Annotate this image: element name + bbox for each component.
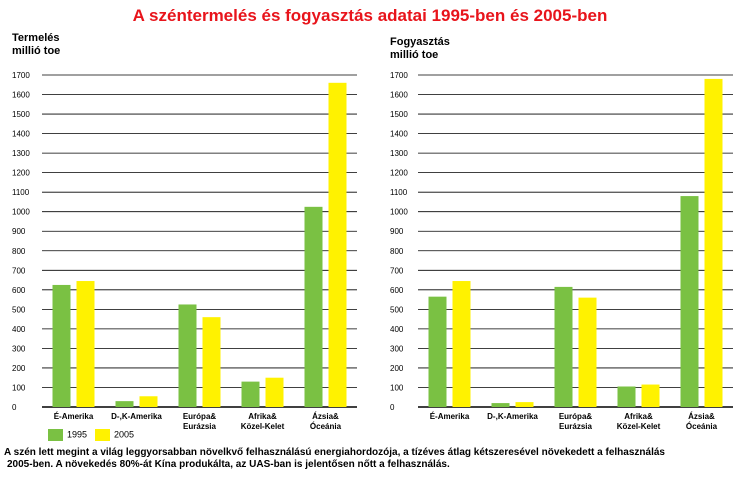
production-ytick-label: 1400 (12, 129, 30, 139)
consumption-ytick-label: 300 (390, 344, 404, 354)
consumption-bar-2005 (642, 385, 660, 407)
caption-note (4, 447, 736, 471)
consumption-bar-2005 (705, 79, 723, 407)
consumption-ytick-label: 100 (390, 383, 404, 393)
production-category-label: Eurázsia (183, 422, 216, 431)
production-ytick-label: 800 (12, 246, 26, 256)
consumption-bar-1995 (492, 403, 510, 407)
production-ytick-label: 1100 (12, 188, 30, 198)
production-ytick-label: 0 (12, 403, 17, 412)
consumption-ytick-label: 500 (390, 305, 404, 315)
consumption-ytick-label: 1000 (390, 207, 408, 217)
consumption-bar-2005 (579, 298, 597, 407)
production-ytick-label: 700 (12, 266, 26, 276)
legend-label-2005: 2005 (114, 429, 135, 440)
consumption-category-label: Eurázsia (559, 422, 592, 431)
consumption-bar-1995 (429, 297, 447, 407)
consumption-ytick-label: 700 (390, 266, 404, 276)
production-ytick-label: 1700 (12, 71, 30, 80)
consumption-category-label: D-,K-Amerika (487, 412, 538, 421)
consumption-ytick-label: 0 (390, 403, 395, 412)
consumption-ytick-label: 800 (390, 246, 404, 256)
caption-line-1: A szén lett megint a világ leggyorsabban növelkvő felhasználású energiahordozója, a tízéves átlag kétszeresével növekedett a felhasználás (4, 447, 665, 458)
consumption-category-label: Ázsia& (688, 412, 715, 421)
consumption-ytick-label: 1200 (390, 168, 408, 178)
production-ytick-label: 1300 (12, 149, 30, 159)
consumption-category-label: Óceánia (685, 422, 718, 431)
production-category-label: Afrika& (248, 412, 277, 421)
production-ytick-label: 200 (12, 363, 26, 373)
production-ytick-label: 900 (12, 227, 26, 237)
production-ytick-label: 1500 (12, 110, 30, 120)
consumption-bar-1995 (681, 196, 699, 407)
consumption-ytick-label: 1700 (390, 71, 408, 80)
legend-swatch-2005 (95, 429, 110, 441)
legend-swatch-1995 (48, 429, 63, 441)
consumption-category-label: Európa& (558, 412, 593, 421)
production-ytick-label: 500 (12, 305, 26, 315)
production-category-label: Óceánia (309, 422, 342, 431)
production-ytick-label: 100 (12, 383, 26, 393)
consumption-ytick-label: 1500 (390, 110, 408, 120)
consumption-ytick-label: 1100 (390, 188, 408, 198)
consumption-ytick-label: 1600 (390, 90, 408, 100)
production-ytick-label: 300 (12, 344, 26, 354)
consumption-ytick-label: 1400 (390, 129, 408, 139)
caption-line-2: 2005-ben. A növekedés 80%-át Kína produkálta, az UAS-ban is jelentősen nőtt a felhasználás. (7, 459, 450, 470)
right-ylabel-line1: Fogyasztás (390, 36, 450, 48)
production-category-label: Ázsia& (312, 412, 339, 421)
production-category-label: Európa& (182, 412, 217, 421)
consumption-bar-2005 (453, 281, 471, 407)
right-ylabel-line2: millió toe (390, 49, 439, 61)
consumption-bar-1995 (618, 386, 636, 407)
left-ylabel-line2: millió toe (12, 45, 61, 57)
consumption-bar-1995 (555, 287, 573, 407)
consumption-ytick-label: 200 (390, 363, 404, 373)
consumption-category-label: Közel-Kelet (616, 422, 661, 431)
legend-item-1995 (48, 429, 87, 441)
consumption-ytick-label: 900 (390, 227, 404, 237)
consumption-ytick-label: 400 (390, 324, 404, 334)
consumption-ytick-label: 1300 (390, 149, 408, 159)
production-category-label: D-,K-Amerika (111, 412, 162, 421)
production-ytick-label: 1200 (12, 168, 30, 178)
consumption-category-label: Afrika& (624, 412, 653, 421)
production-ytick-label: 400 (12, 324, 26, 334)
consumption-ytick-label: 600 (390, 285, 404, 295)
production-category-label: É-Amerika (53, 412, 94, 421)
production-ytick-label: 1600 (12, 90, 30, 100)
production-category-label: Közel-Kelet (240, 422, 285, 431)
consumption-category-label: É-Amerika (429, 412, 470, 421)
legend-label-1995: 1995 (67, 429, 88, 440)
production-ytick-label: 1000 (12, 207, 30, 217)
left-ylabel-line1: Termelés (12, 32, 60, 44)
legend-item-2005 (95, 429, 134, 441)
production-ytick-label: 600 (12, 285, 26, 295)
consumption-bar-2005 (516, 402, 534, 407)
chart-title: A széntermelés és fogyasztás adatai 1995-ben és 2005-ben (132, 6, 608, 25)
